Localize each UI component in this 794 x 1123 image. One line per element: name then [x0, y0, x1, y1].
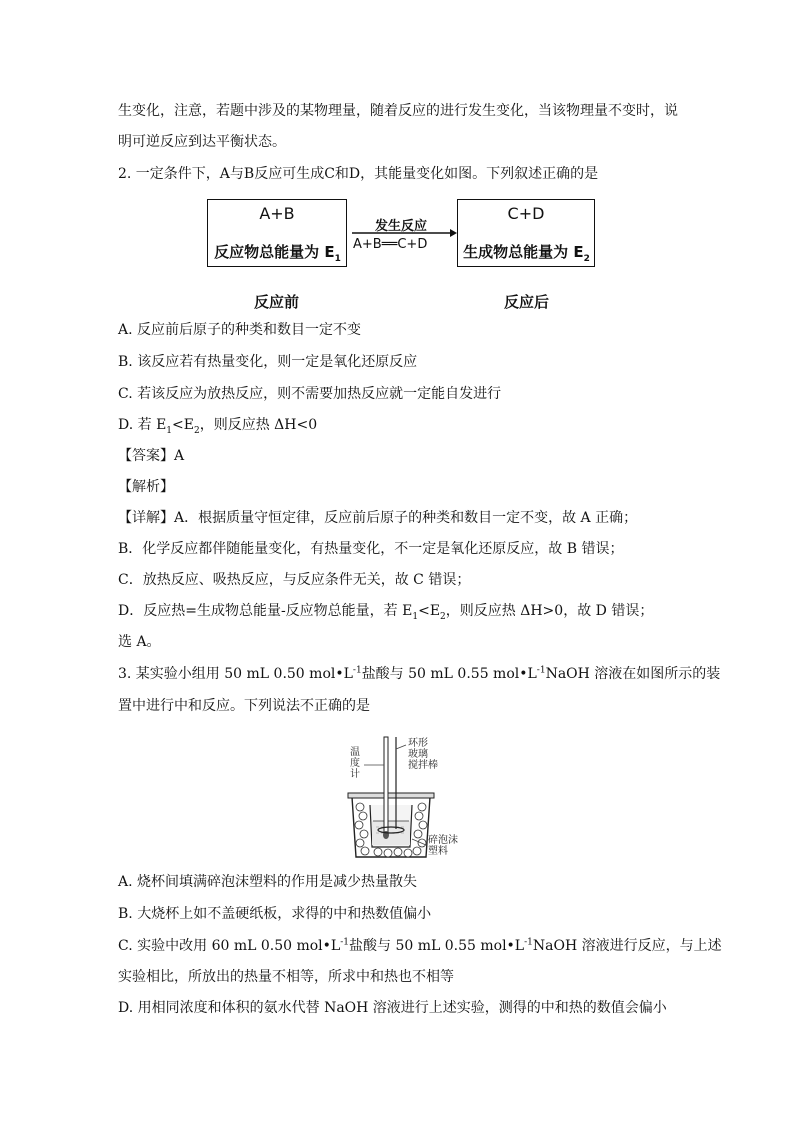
q3-option-c-line-1: C. 实验中改用 60 mL 0.50 $mol•L^{-1}$盐酸与 50 mL 0.55 $mol•L^{-1}NaOH$ 溶液进行反应，与上述 [118, 937, 722, 954]
q3-option-d: D. 用相同浓度和体积的氨水代替 NaOH 溶液进行上述实验，测得的中和热的数值会偏小 [118, 1000, 667, 1016]
q3-option-b: B. 大烧杯上如不盖硬纸板，求得的中和热数值偏小 [118, 906, 432, 922]
q2-detail-c: C．放热反应、吸热反应，与反应条件无关，故 C 错误； [118, 572, 471, 588]
products-formula: C+D [507, 204, 545, 223]
q2-analysis-label: 【解析】 [118, 479, 174, 495]
q2-option-b: B. 该反应若有热量变化，则一定是氧化还原反应 [118, 354, 418, 370]
products-energy: 生成物总能量为 $E_2$ [463, 243, 590, 264]
q2-detail-d: D．反应热=生成物总能量-反应物总能量，若 $E_1<E_2$，则反应热 ΔH>0，故 D 错误； [118, 603, 654, 622]
q2-stem: 2. 一定条件下，A与B反应可生成C和D，其能量变化如图。下列叙述正确的是 [118, 166, 599, 182]
reactants-energy: 反应物总能量为 $E_1$ [214, 243, 341, 264]
q3-stem-line-1: 3. 某实验小组用 50 mL 0.50 $mol•L^{-1}$盐酸与 50 mL 0.55 $mol•L^{-1}NaOH$ 溶液在如图所示的装 [118, 665, 721, 682]
q3-option-c-line-2: 实验相比，所放出的热量不相等，所求中和热也不相等 [118, 969, 454, 985]
stirrer-label: 环形 玻璃 搅拌棒 [408, 738, 438, 771]
q3-stem-line-2: 置中进行中和反应。下列说法不正确的是 [118, 698, 370, 714]
q2-detail-a: 【详解】A．根据质量守恒定律，反应前后原子的种类和数目一定不变，故 A 正确； [118, 510, 638, 526]
q2-option-d: D. 若 $E_1<E_2$，则反应热 ΔH<0 [118, 417, 318, 436]
energy-diagram [207, 199, 597, 319]
q2-option-a: A. 反应前后原子的种类和数目一定不变 [118, 322, 362, 338]
q2-conclusion: 选 A。 [118, 634, 161, 650]
q3-option-a: A. 烧杯间填满碎泡沫塑料的作用是减少热量散失 [118, 874, 418, 890]
caption-before: 反应前 [254, 293, 300, 311]
arrow-top-label: 发生反应 [375, 219, 428, 234]
intro-line-2: 明可逆反应到达平衡状态。 [118, 134, 286, 150]
q2-option-c: C. 若该反应为放热反应，则不需要加热反应就一定能自发进行 [118, 386, 502, 402]
reactants-formula: A+B [259, 204, 295, 223]
thermometer-label: 温 度 计 [350, 747, 360, 780]
reactants-box [207, 199, 347, 267]
arrow-bottom-label: A+B══C+D [353, 237, 428, 252]
calorimeter-diagram [340, 735, 465, 860]
caption-after: 反应后 [504, 293, 550, 311]
products-box [457, 199, 595, 267]
intro-line-1: 生变化，注意，若题中涉及的某物理量，随着反应的进行发生变化，当该物理量不变时，说 [118, 103, 678, 119]
q2-answer: 【答案】A [118, 448, 185, 464]
q2-detail-b: B．化学反应都伴随能量变化，有热量变化，不一定是氧化还原反应，故 B 错误； [118, 541, 624, 557]
foam-label: 碎泡沫 塑料 [428, 835, 458, 857]
